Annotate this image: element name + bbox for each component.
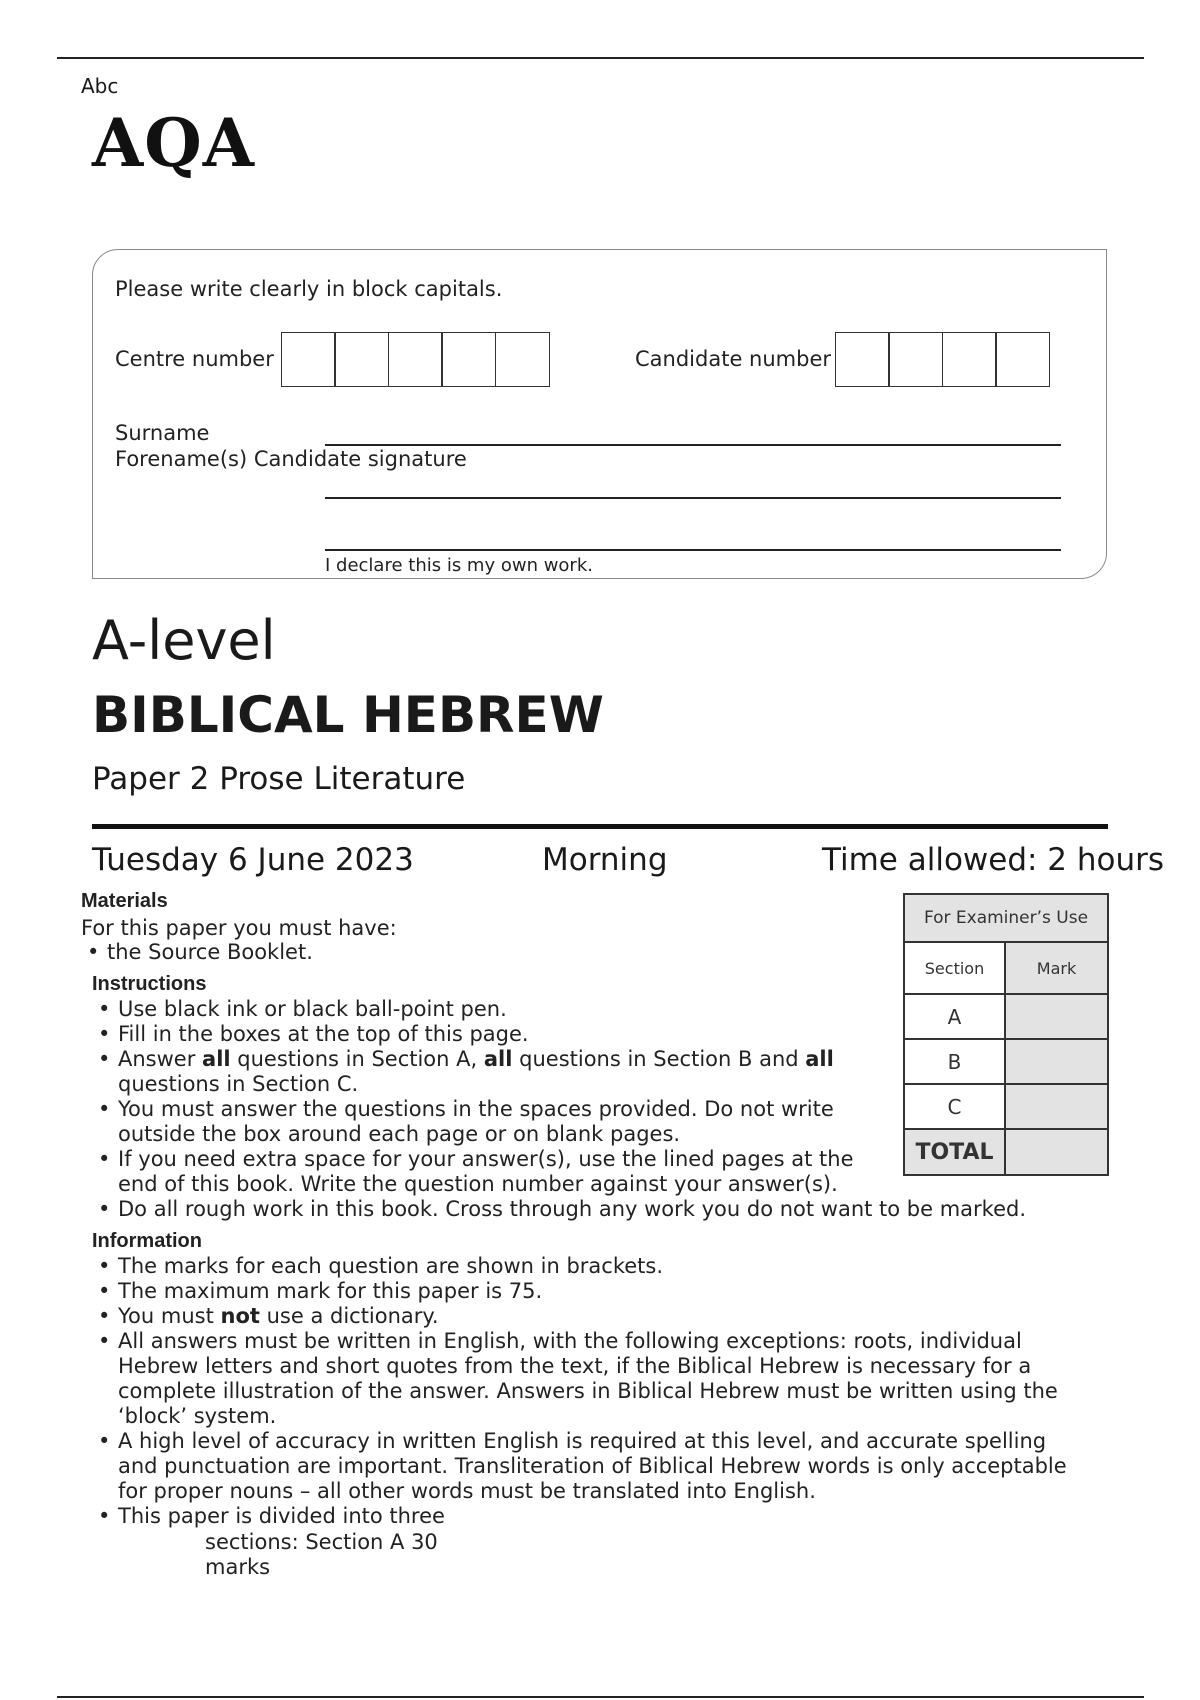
centre-number-boxes[interactable] [282,332,550,387]
header-small-label: Abc [81,74,119,98]
centre-digit-box[interactable] [441,332,496,387]
text-run: questions in Section C. [118,1072,359,1096]
candidate-number-boxes[interactable] [836,332,1050,387]
sections-continuation-marks: marks [205,1555,271,1579]
exam-session: Morning [542,842,668,878]
examiners-use-table [903,893,1109,1176]
list-item: • All answers must be written in English, with the following exceptions: roots, individual Hebrew letters and short quotes from the text, if the Biblical Hebrew is necessary for a complete illustration of the answer. Answers in Biblical Hebrew must be written using the ‘block’ system. [92,1329,1092,1429]
list-item: • The marks for each question are shown in brackets. [92,1254,1092,1279]
information-list [92,1254,1092,1529]
list-item: • The maximum mark for this paper is 75. [92,1279,1092,1304]
materials-heading: Materials [81,890,168,912]
text-run: You must [118,1304,221,1328]
candidate-digit-box[interactable] [835,332,890,387]
centre-digit-box[interactable] [388,332,443,387]
section-c-mark [1005,1084,1108,1129]
total-label: TOTAL [904,1129,1005,1175]
section-b-cell: B [904,1039,1005,1084]
emphasis: not [220,1304,260,1328]
section-c-cell: C [904,1084,1005,1129]
surname-line[interactable] [325,444,1061,446]
emphasis: all [483,1047,513,1071]
aqa-logo: AQA [92,104,255,182]
list-item [92,1304,1092,1329]
emphasis: all [202,1047,231,1071]
candidate-number-label: Candidate number [635,347,831,371]
materials-list [81,940,313,965]
examiners-use-title: For Examiner’s Use [904,894,1108,942]
qualification-level: A-level [92,609,276,672]
bottom-rule [57,1696,1144,1698]
section-a-mark [1005,994,1108,1039]
list-item: • You must answer the questions in the spaces provided. Do not write outside the box around each page or on blank pages. [92,1097,862,1147]
list-item: • Do all rough work in this book. Cross through any work you do not want to be marked. [92,1197,1128,1222]
instructions-heading: Instructions [92,973,207,995]
information-heading: Information [92,1230,202,1252]
forenames-line[interactable] [325,497,1061,499]
candidate-digit-box[interactable] [995,332,1050,387]
list-item: • If you need extra space for your answer(s), use the lined pages at the end of this book. Write the question number against your answer(s). [92,1147,862,1197]
list-item: • Fill in the boxes at the top of this page. [92,1022,862,1047]
centre-digit-box[interactable] [281,332,336,387]
top-rule [57,57,1144,59]
list-item: • Use black ink or black ball-point pen. [92,997,862,1022]
list-item [92,1047,862,1097]
total-mark [1005,1129,1108,1175]
sections-continuation: sections: Section A 30 [205,1530,438,1554]
section-b-mark [1005,1039,1108,1084]
centre-digit-box[interactable] [495,332,550,387]
paper-title: Paper 2 Prose Literature [92,761,466,797]
section-a-cell: A [904,994,1005,1039]
text-run: Answer [118,1047,203,1071]
centre-number-label: Centre number [115,347,274,371]
title-divider [92,824,1108,829]
emphasis: all [805,1047,834,1071]
declaration-text: I declare this is my own work. [325,555,593,576]
list-item: • A high level of accuracy in written English is required at this level, and accurate spelling and punctuation are important. Transliteration of Biblical Hebrew words is only acceptable for proper nouns – all other words must be translated into English. [92,1429,1092,1504]
text-run: questions in Section B and [512,1047,806,1071]
centre-digit-box[interactable] [334,332,389,387]
time-allowed: Time allowed: 2 hours [822,842,1165,878]
block-capitals-instruction: Please write clearly in block capitals. [115,277,503,301]
candidate-digit-box[interactable] [888,332,943,387]
exam-date: Tuesday 6 June 2023 [92,842,414,878]
candidate-digit-box[interactable] [942,332,997,387]
text-run: questions in Section A, [230,1047,484,1071]
list-item: • This paper is divided into three [92,1504,1092,1529]
list-item: • the Source Booklet. [81,940,313,965]
section-column-header: Section [904,942,1005,994]
subject-title: BIBLICAL HEBREW [92,686,604,744]
surname-label: Surname [115,421,210,445]
signature-line[interactable] [325,549,1061,551]
text-run: use a dictionary. [259,1304,439,1328]
forenames-signature-label: Forename(s) Candidate signature [115,447,467,471]
mark-column-header: Mark [1005,942,1108,994]
materials-intro: For this paper you must have: [81,916,397,940]
